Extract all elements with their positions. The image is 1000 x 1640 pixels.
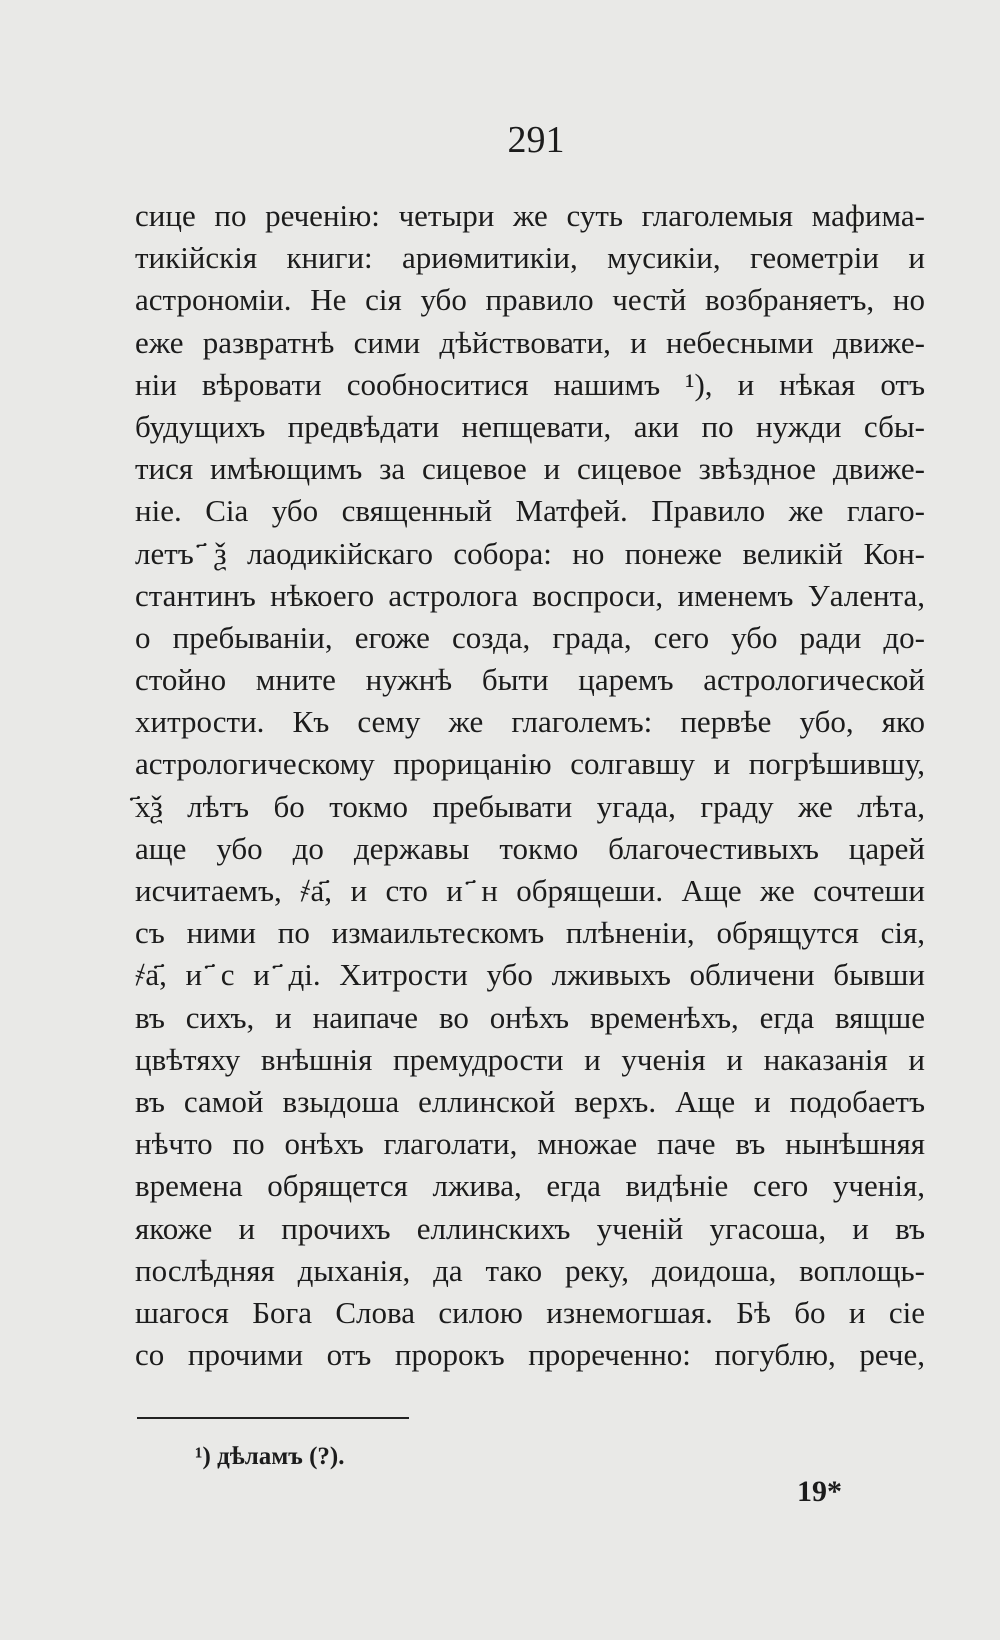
text-line: тися имѣющимъ за сицевое и сицевое звѣздное движе- bbox=[135, 451, 925, 487]
text-line: со прочими отъ пророкъ прореченно: погублю, рече, bbox=[135, 1337, 925, 1373]
text-line: ҂а҃, и ҃с и ҃ді. Хитрости убо лживыхъ обличени бывши bbox=[135, 957, 925, 993]
footnote-rule bbox=[137, 1417, 409, 1419]
text-line: летъ ҃ѯ лаодикійскаго собора: но понеже великій Кон- bbox=[135, 535, 925, 571]
body-text bbox=[135, 195, 925, 1376]
text-line: нѣчто по онѣхъ глаголати, множае паче въ нынѣшняя bbox=[135, 1126, 925, 1162]
text-line: послѣдняя дыханія, да тако реку, доидоша, воплощь- bbox=[135, 1252, 925, 1288]
text-line: сице по реченію: четыри же суть глаголемыя мафима- bbox=[135, 198, 925, 233]
text-line: аще убо до державы токмо благочестивыхъ царей bbox=[135, 830, 925, 866]
text-line: о пребываніи, егоже созда, града, сего убо ради до- bbox=[135, 619, 925, 655]
text-line: будущихъ предвѣдати непщевати, аки по нужди сбы- bbox=[135, 408, 925, 444]
text-line: астрологическому прорицанію солгавшу и погрѣшившу, bbox=[135, 746, 925, 782]
text-line: исчитаемъ, ҂а҃, и сто и ҃н обрящеши. Аще же сочтеши bbox=[135, 873, 925, 908]
text-line: въ сихъ, и наипаче во онѣхъ временѣхъ, егда вящше bbox=[135, 999, 925, 1035]
text-line: ҃хѯ лѣтъ бо токмо пребывати угада, граду же лѣта, bbox=[135, 788, 925, 824]
text-line: шагося Бога Слова силою изнемогшая. Бѣ бо и сіе bbox=[135, 1294, 925, 1330]
page-number: 291 bbox=[507, 119, 565, 161]
text-line: хитрости. Къ сему же глаголемъ: первѣе убо, яко bbox=[135, 704, 925, 740]
text-line: стойно мните нужнѣ быти царемъ астрологической bbox=[135, 662, 925, 698]
footnote: ¹) дѣламъ (?). bbox=[195, 1443, 345, 1470]
text-line: еже развратнѣ сими дѣйствовати, и небесными движе- bbox=[135, 324, 925, 360]
signature-mark: 19* bbox=[797, 1475, 842, 1508]
text-line: ніи вѣровати сообноситися нашимъ ¹), и нѣкая отъ bbox=[135, 366, 925, 402]
text-line: ніе. Сіа убо священный Матфей. Правило же глаго- bbox=[135, 493, 925, 529]
text-line: въ самой взыдоша еллинской верхъ. Аще и подобаетъ bbox=[135, 1083, 925, 1119]
text-line: цвѣтяху внѣшнія премудрости и ученія и наказанія и bbox=[135, 1041, 925, 1077]
text-line: якоже и прочихъ еллинскихъ ученій угасоша, и въ bbox=[135, 1210, 925, 1246]
text-line: времена обрящется лжива, егда видѣніе сего ученія, bbox=[135, 1168, 925, 1204]
text-line: тикійскія книги: ариѳмитикіи, мусикіи, геометріи и bbox=[135, 240, 925, 276]
text-line: съ ними по измаильтескомъ плѣненіи, обрящутся сія, bbox=[135, 915, 925, 951]
text-line: астрономіи. Не сія убо правило честй возбраняетъ, но bbox=[135, 282, 925, 318]
text-line: стантинъ нѣкоего астролога воспроси, именемъ Уалента, bbox=[135, 577, 925, 613]
